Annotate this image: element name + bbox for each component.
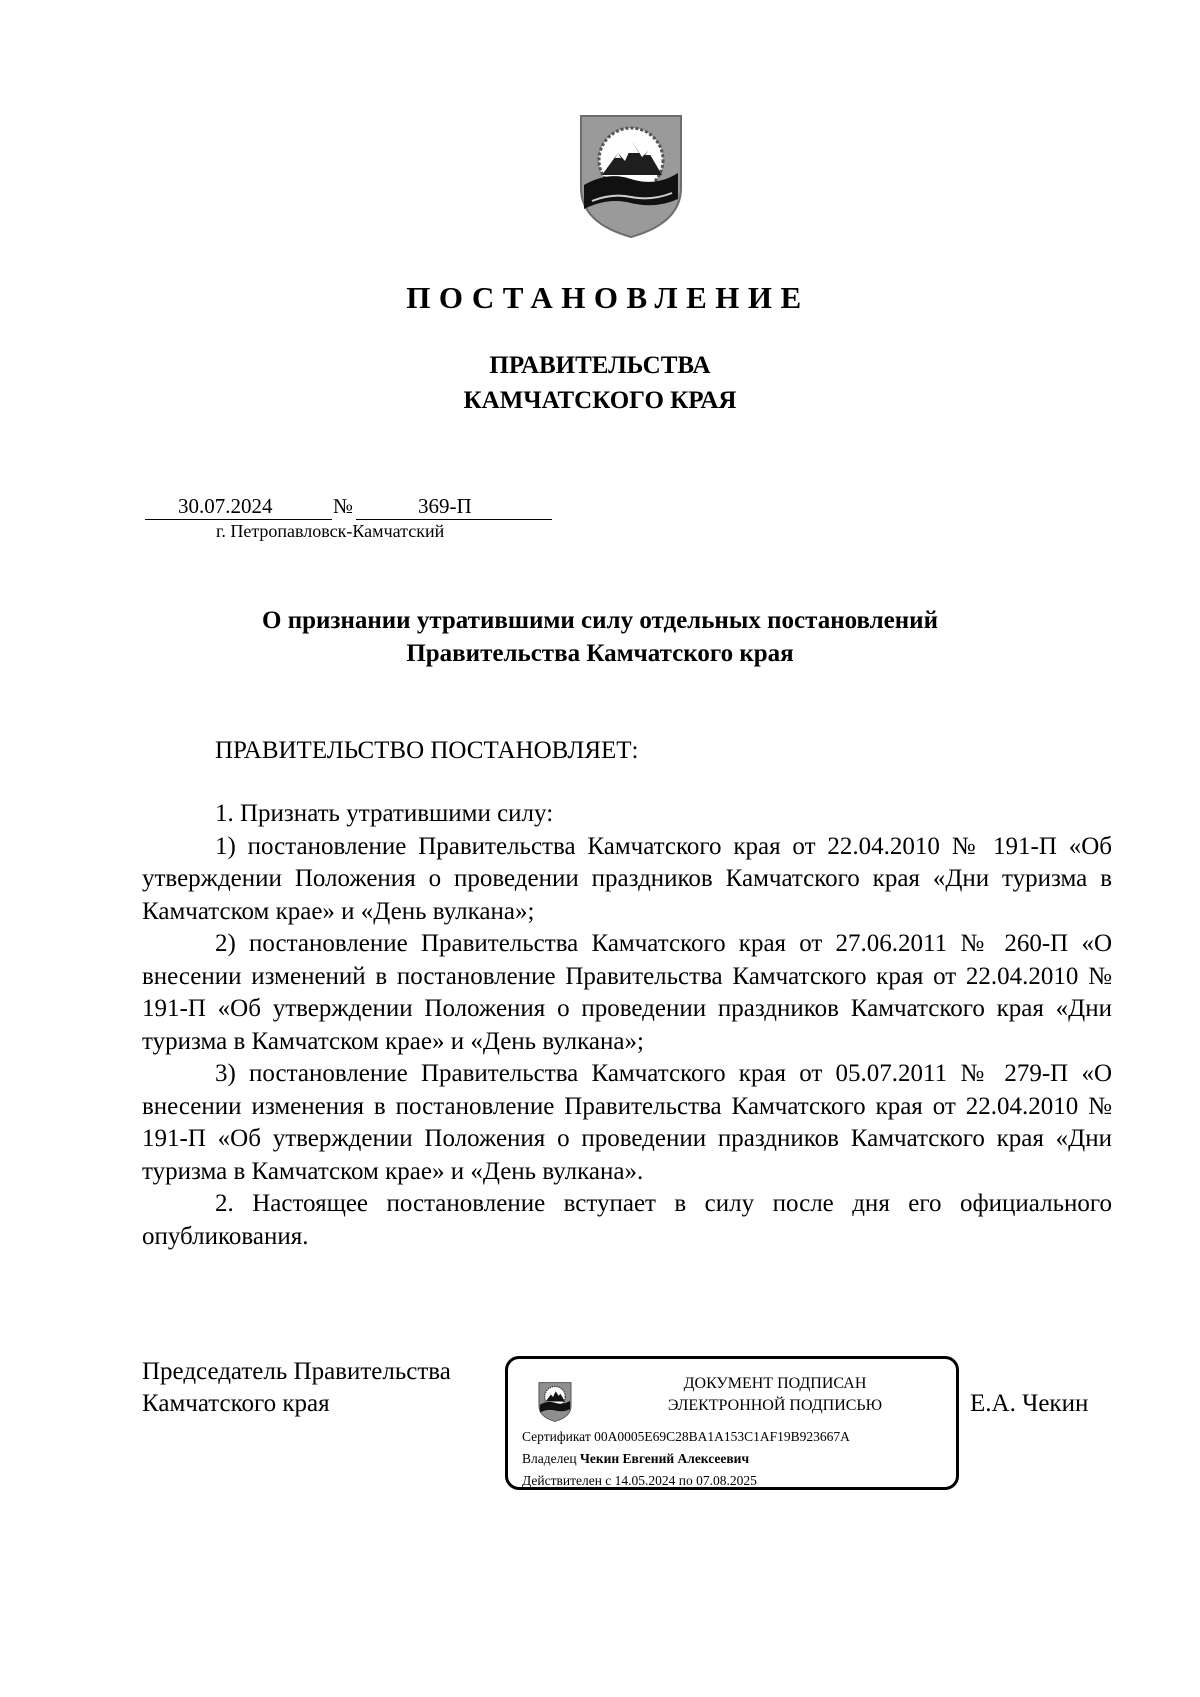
body-paragraph: 1) постановление Правительства Камчатского края от 22.04.2010 № 191-П «Об утверждении Положения о проведении праздников Камчатского края «Дни туризма в Камчатском крае» и «День вулкана»; [142,832,1112,925]
document-body [142,798,1112,1253]
stamp-heading-line-1: ДОКУМЕНТ ПОДПИСАН [683,1375,867,1392]
certificate-label: Сертификат [522,1429,591,1444]
coat-of-arms-icon [538,1379,572,1425]
coat-of-arms-icon [578,113,684,240]
document-number: 369-П [418,494,472,518]
decree-phrase: ПРАВИТЕЛЬСТВО ПОСТАНОВЛЯЕТ: [215,737,639,764]
subject-line-2: Правительства Камчатского края [406,640,794,667]
body-paragraph: 3) постановление Правительства Камчатского края от 05.07.2011 № 279-П «О внесении изменения в постановление Правительства Камчатского края от 22.04.2010 № 191-П «Об утверждении Положения о проведении праздников Камчатского края «Дни туризма в Камчатском крае» и «День вулкана». [142,1060,1112,1185]
document-type-title: ПОСТАНОВЛЕНИЕ [406,280,810,315]
stamp-heading-line-2: ЭЛЕКТРОННОЙ ПОДПИСЬЮ [667,1397,883,1414]
stamp-validity-line [522,1473,757,1489]
stamp-owner-line [522,1451,749,1467]
authority-line-1: ПРАВИТЕЛЬСТВА [489,352,711,379]
signatory-position-line-1: Председатель Правительства [142,1358,451,1385]
body-paragraph: 2. Настоящее постановление вступает в силу после дня его официального опубликования. [142,1190,1112,1250]
body-paragraph: 1. Признать утратившими силу: [215,800,554,827]
valid-to-value: 07.08.2025 [696,1473,757,1488]
valid-to-label: по [678,1473,693,1488]
date-underline [145,519,332,520]
stamp-certificate-line [522,1429,850,1445]
valid-from-value: 14.05.2024 [614,1473,676,1488]
valid-from-label: Действителен с [522,1473,612,1488]
signatory-position-line-2: Камчатского края [142,1390,330,1417]
number-underline [356,519,552,520]
signatory-name: Е.А. Чекин [970,1390,1089,1417]
subject-line-1: О признании утратившими силу отдельных постановлений [262,607,938,634]
document-city: г. Петропавловск-Камчатский [216,521,445,541]
authority-line-2: КАМЧАТСКОГО КРАЯ [463,387,737,414]
certificate-value: 00A0005E69C28BA1A153C1AF19B923667A [594,1429,850,1444]
owner-value: Чекин Евгений Алексеевич [579,1451,750,1466]
document-date: 30.07.2024 [178,494,273,518]
body-paragraph: 2) постановление Правительства Камчатского края от 27.06.2011 № 260-П «О внесении изменений в постановление Правительства Камчатского края от 22.04.2010 № 191-П «Об утверждении Положения о проведении праздников Камчатского края «Дни туризма в Камчатском крае» и «День вулкана»; [142,930,1112,1055]
owner-label: Владелец [522,1451,577,1466]
number-sign: № [333,494,354,518]
electronic-signature-stamp [505,1356,959,1490]
